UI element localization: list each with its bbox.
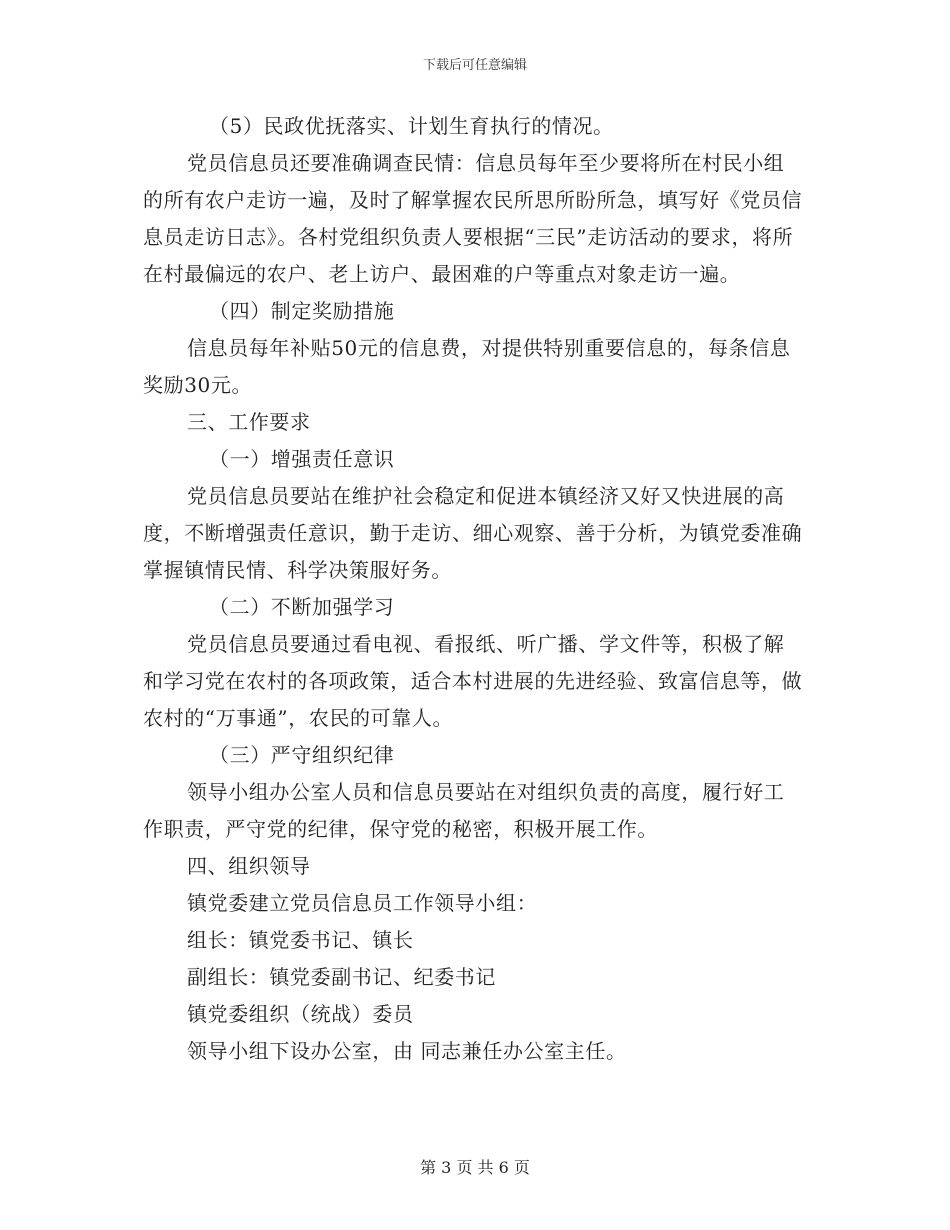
- page-number: 第 3 页 共 6 页: [420, 1158, 530, 1177]
- section-heading: 四、组织领导: [187, 854, 311, 878]
- paragraph: 镇党委组织（统战）委员: [187, 1002, 414, 1026]
- section-heading: （二）不断加强学习: [209, 595, 395, 619]
- paragraph: 党员信息员要站在维护社会稳定和促进本镇经济又好又快进展的高度，不断增强责任意识，勤于走访、细心观察、善于分析，为镇党委准确掌握镇情民情、科学决策服好务。: [143, 484, 803, 582]
- paragraph: 党员信息员要通过看电视、看报纸、听广播、学文件等，积极了解和学习党在农村的各项政策，适合本村进展的先进经验、致富信息等，做农村的“万事通”，农民的可靠人。: [143, 632, 803, 730]
- paragraph: 领导小组办公室人员和信息员要站在对组织负责的高度，履行好工作职责，严守党的纪律，保守党的秘密，积极开展工作。: [143, 780, 785, 841]
- section-heading: 三、工作要求: [187, 410, 311, 434]
- paragraph: 副组长：镇党委副书记、纪委书记: [187, 965, 496, 989]
- paragraph: 组长：镇党委书记、镇长: [187, 928, 414, 952]
- paragraph: 党员信息员还要准确调查民情：信息员每年至少要将所在村民小组的所有农户走访一遍，及时了解掌握农民所思所盼所急，填写好《党员信息员走访日志》。各村党组织负责人要根据“三民”走访活动的要求，将所在村最偏远的农户、老上访户、最困难的户等重点对象走访一遍。: [143, 151, 803, 286]
- section-heading: （三）严守组织纪律: [209, 743, 395, 767]
- section-heading: （一）增强责任意识: [209, 447, 395, 471]
- paragraph: 领导小组下设办公室，由 同志兼任办公室主任。: [187, 1039, 627, 1063]
- paragraph: 信息员每年补贴50元的信息费，对提供特别重要信息的，每条信息奖励30元。: [143, 336, 791, 397]
- section-heading: （四）制定奖励措施: [209, 299, 395, 323]
- paragraph: （5）民政优抚落实、计划生育执行的情况。: [209, 114, 614, 138]
- document-body: [143, 108, 803, 1070]
- page-header: 下载后可任意编辑: [422, 58, 527, 73]
- paragraph: 镇党委建立党员信息员工作领导小组：: [187, 891, 538, 915]
